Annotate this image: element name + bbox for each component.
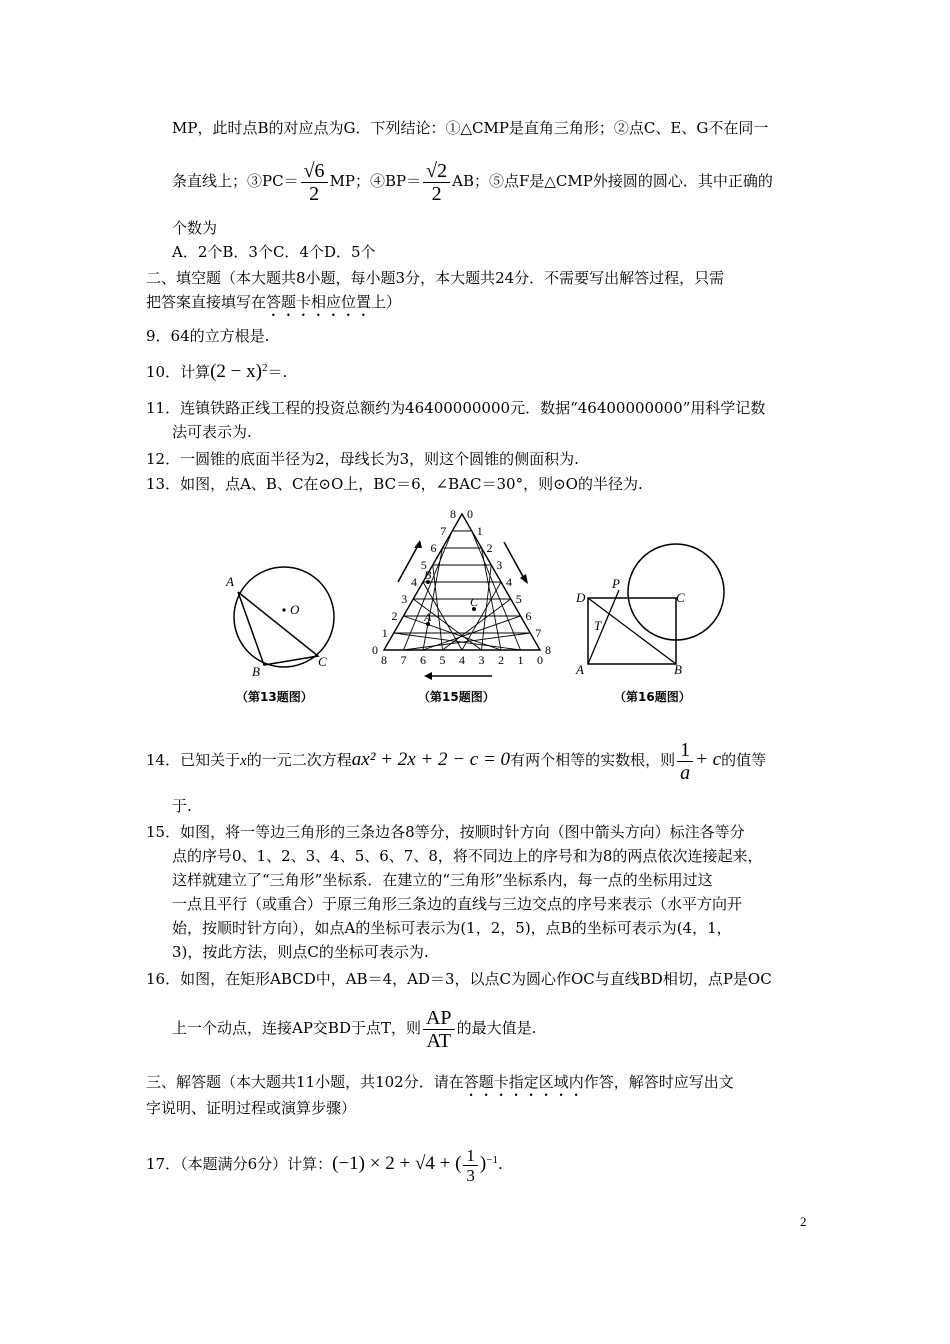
q17-suffix: . (497, 1155, 503, 1173)
pc-fraction-num: √6 (301, 160, 328, 183)
fig15-grid-line (394, 633, 521, 650)
figure-15 (362, 502, 562, 712)
q14-line2: 于. (172, 797, 192, 815)
section3-line1-b: 作答，解答时应写出文 (583, 1073, 734, 1091)
fig15-right-tick-label: 8 (545, 643, 551, 657)
fig16-label-p: P (612, 576, 620, 591)
q8-line3: 个数为 (172, 219, 218, 237)
q14-line1 (146, 736, 766, 785)
q10-expr: (2 − x) (210, 361, 262, 382)
figure-16 (572, 540, 732, 682)
q14-mid: 的一元二次方程 (246, 751, 352, 769)
q14-mid2: 有两个相等的实数根，则 (510, 751, 676, 769)
fig15-bottom-tick-label: 2 (498, 653, 504, 667)
fig13-label-o: O (290, 602, 300, 617)
fig15-point-label: A (424, 610, 432, 624)
fig15-grid-line (404, 633, 531, 650)
q15-line5: 始，按顺时针方向），如点A的坐标可表示为(1，2，5)，点B的坐标可表示为(4，1， (172, 919, 732, 937)
section2-heading-line2 (146, 292, 401, 320)
fig13-circle (234, 567, 334, 667)
q14-prefix: 14．已知关于 (146, 751, 241, 769)
pc-fraction-den: 2 (309, 182, 320, 205)
q8-line1: MP，此时点B的对应点为G．下列结论：①△CMP是直角三角形；②点C、E、G不在同一 (172, 119, 769, 137)
fig15-left-tick-label: 4 (411, 575, 417, 589)
fig16-caption: （第16题图） (614, 690, 691, 704)
fig15-bottom-tick-label: 1 (517, 653, 524, 667)
q16-fraction-den: AT (426, 1029, 451, 1052)
q13: 13．如图，点A、B、C在⊙O上，BC＝6，∠BAC＝30°，则⊙O的半径为. (146, 475, 643, 493)
fig13-label-b: B (252, 664, 260, 678)
page-number: 2 (800, 1214, 807, 1229)
fig15-right-tick-label: 7 (535, 626, 542, 640)
fig15-arrowhead-left (414, 540, 422, 548)
fig15-right-tick-label: 0 (467, 507, 473, 521)
q9: 9．64的立方根是. (146, 327, 270, 345)
fig16-label-a: A (576, 662, 584, 677)
pc-fraction (301, 160, 328, 205)
q12: 12．一圆锥的底面半径为2，母线长为3，则这个圆锥的侧面积为. (146, 450, 579, 468)
section2-line2-b: 上） (371, 293, 402, 311)
bp-fraction-den: 2 (431, 182, 442, 205)
q16-fraction (423, 1007, 455, 1052)
fig15-left-tick-label: 3 (401, 592, 408, 606)
section3-heading-line2: 字说明、证明过程或演算步骤） (146, 1099, 357, 1117)
fig15-right-tick-label: 2 (486, 541, 493, 555)
q11-line2: 法可表示为. (172, 423, 252, 441)
fig15-point-label: C (470, 595, 479, 609)
bp-fraction-num: √2 (423, 160, 450, 183)
q8-line2-b: MP；④BP＝ (329, 172, 422, 190)
fig15-left-tick-label: 8 (450, 507, 456, 521)
q10-suffix: ＝. (267, 363, 288, 381)
q15-line3: 这样就建立了“三角形”坐标系．在建立的“三角形”坐标系内，每一点的坐标用过这 (172, 871, 713, 889)
fig15-right-tick-label: 6 (525, 609, 532, 623)
q14-fraction-den: a (680, 761, 691, 784)
fig15-right-tick-label: 5 (515, 592, 522, 606)
section3-line1-a: 三、解答题（本大题共11小题，共102分．请在 (146, 1073, 464, 1091)
q10-exp: 2 (261, 362, 268, 374)
fig15-left-tick-label: 2 (391, 609, 398, 623)
fig15-left-tick-label: 0 (372, 643, 378, 657)
q10-prefix: 10．计算 (146, 363, 211, 381)
fig16-label-t: T (594, 618, 602, 633)
fig15-point-label: B (424, 568, 432, 582)
fig15-bottom-tick-label: 8 (381, 653, 387, 667)
q15-line6: 3)，按此方法，则点C的坐标可表示为. (172, 943, 429, 961)
q15-line2: 点的序号0、1、2、3、4、5、6、7、8，将不同边上的序号和为8的两点依次连接起来， (172, 847, 763, 865)
q16-line2-b: 的最大值是. (456, 1019, 537, 1037)
fig15-arrowhead-bottom (424, 672, 432, 680)
fig13-caption: （第13题图） (236, 690, 313, 704)
fig15-left-tick-label: 7 (440, 524, 447, 538)
q15-line1: 15．如图，将一等边三角形的三条边各8等分，按顺时针方向（图中箭头方向）标注各等分 (146, 823, 745, 841)
section3-heading-line1 (146, 1072, 734, 1100)
q15-line4: 一点且平行（或重合）于原三角形三条边的直线与三边交点的序号来表示（水平方向开 (172, 895, 743, 913)
q17-exp: −1 (486, 1154, 498, 1166)
q16-line1: 16．如图，在矩形ABCD中，AB＝4，AD＝3，以点C为圆心作OC与直线BD相切，点P是OC (146, 970, 772, 988)
section2-line2-emphasis: 答题卡相应位置 (266, 293, 372, 311)
q17-fraction (463, 1146, 478, 1185)
q16-line2-a: 上一个动点，连接AP交BD于点T，则 (172, 1019, 421, 1037)
fig13-center-dot (282, 608, 285, 611)
q14-equation: ax² + 2x + 2 − c = 0 (351, 749, 511, 770)
section2-heading-line1: 二、填空题（本大题共8小题，每小题3分，本大题共24分．不需要写出解答过程，只需 (146, 269, 725, 287)
fig15-bottom-tick-label: 5 (439, 653, 446, 667)
q11-line1: 11．连镇铁路正线工程的投资总额约为46400000000元．数据“46400000000”用科学记数 (146, 399, 766, 417)
q8-line2-c: AB；⑤点F是△CMP外接圆的圆心．其中正确的 (452, 172, 773, 190)
q17-expr2: ) (479, 1153, 487, 1174)
fig15-caption: （第15题图） (418, 690, 495, 704)
q14-after-frac: + c (695, 749, 722, 770)
fig16-label-c: C (676, 590, 685, 605)
q14-var: x (240, 753, 247, 769)
q14-fraction-num: 1 (677, 739, 693, 762)
q16-line2 (172, 1004, 536, 1052)
q14-suffix: 的值等 (721, 751, 767, 769)
q17-fraction-num: 1 (463, 1146, 478, 1166)
figure-13 (222, 560, 352, 678)
fig16-label-b: B (674, 662, 682, 677)
fig15-bottom-tick-label: 4 (459, 653, 465, 667)
fig15-right-tick-label: 3 (496, 558, 503, 572)
section3-line1-emphasis: 答题卡指定区域内 (463, 1073, 584, 1091)
fig15-bottom-tick-label: 7 (400, 653, 407, 667)
q17-prefix: 17．（本题满分6分）计算： (146, 1155, 333, 1173)
q16-fraction-num: AP (423, 1007, 455, 1030)
bp-fraction (423, 160, 450, 205)
section2-line2-a: 把答案直接填写在 (146, 293, 267, 311)
fig13-label-c: C (318, 654, 327, 669)
fig13-label-a: A (226, 574, 234, 589)
q14-fraction (677, 739, 693, 784)
q17-expr1: (−1) × 2 + √4 + ( (332, 1153, 462, 1174)
q8-line2 (172, 158, 773, 205)
fig15-right-tick-label: 4 (506, 575, 512, 589)
fig15-left-tick-label: 5 (420, 558, 427, 572)
fig15-left-tick-label: 6 (430, 541, 437, 555)
q8-options: A．2个B．3个C．4个D．5个 (172, 243, 376, 261)
q10 (146, 358, 287, 382)
fig16-label-d: D (576, 590, 586, 605)
fig15-bottom-tick-label: 6 (420, 653, 426, 667)
q17 (146, 1136, 503, 1188)
q8-line2-a: 条直线上；③PC＝ (172, 172, 299, 190)
fig15-right-tick-label: 1 (476, 524, 483, 538)
fig15-arrowhead-right (520, 574, 528, 584)
fig15-bottom-tick-label: 3 (478, 653, 485, 667)
q17-fraction-den: 3 (466, 1165, 475, 1185)
fig15-bottom-tick-label: 0 (537, 653, 543, 667)
fig15-left-tick-label: 1 (381, 626, 388, 640)
